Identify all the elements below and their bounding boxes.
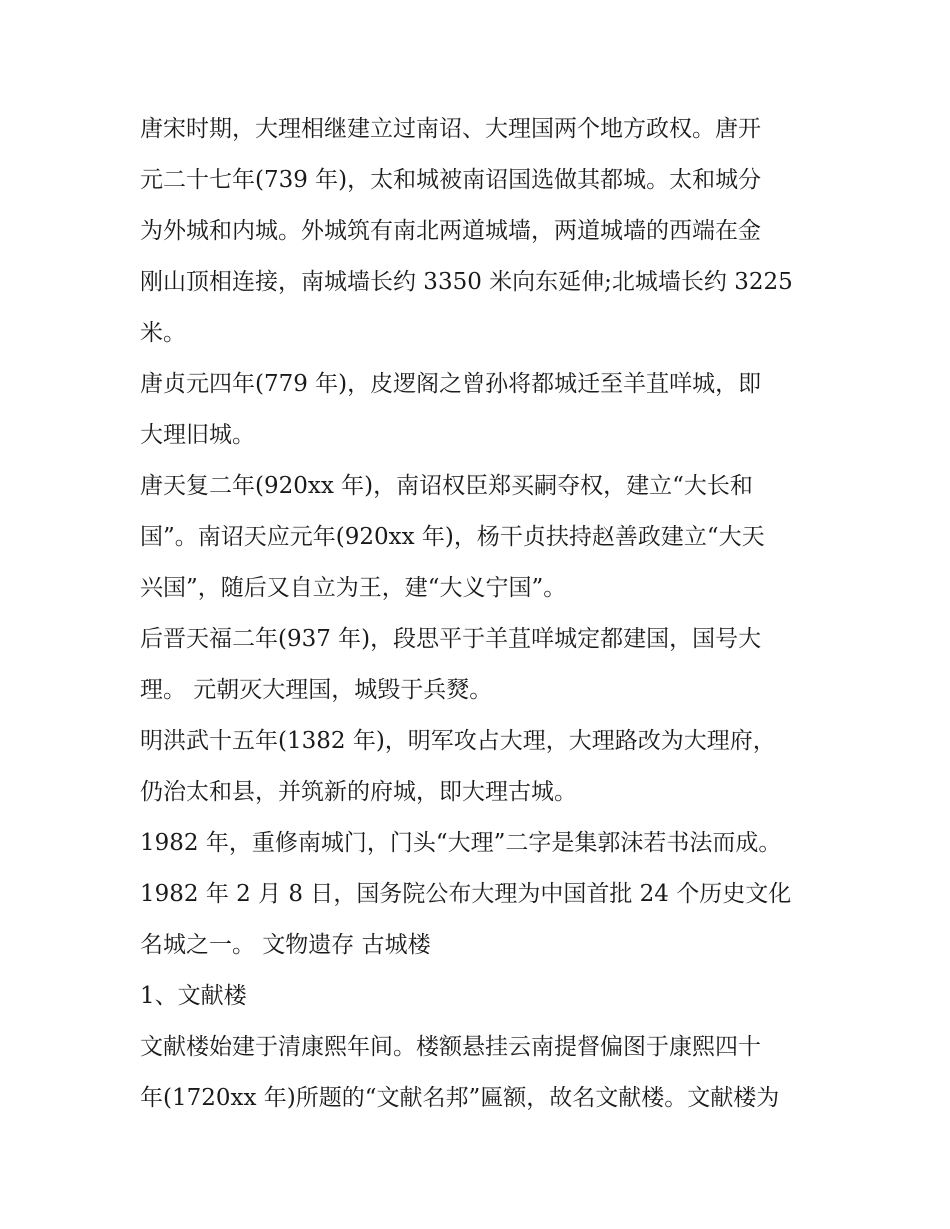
section-heading: 1、文献楼 [140, 983, 247, 1009]
text-line: 元二十七年(739 年)，太和城被南诏国选做其都城。太和城分 [140, 167, 762, 193]
text-line: 1982 年，重修南城门，门头“大理”二字是集郭沫若书法而成。 [140, 830, 782, 856]
text-line: 名城之一。 文物遗存 古城楼 [140, 932, 431, 958]
text-line: 唐贞元四年(779 年)，皮逻阁之曾孙将都城迁至羊苴咩城，即 [140, 371, 762, 397]
text-line: 年(1720xx 年)所题的“文献名邦”匾额，故名文献楼。文献楼为 [140, 1085, 780, 1111]
text-line: 仍治太和县，并筑新的府城，即大理古城。 [140, 779, 577, 805]
text-line: 理。 元朝灭大理国，城毁于兵燹。 [140, 677, 493, 703]
text-line: 为外城和内城。外城筑有南北两道城墙，两道城墙的西端在金 [140, 218, 761, 244]
text-line: 唐宋时期，大理相继建立过南诏、大理国两个地方政权。唐开 [140, 116, 761, 142]
text-line: 明洪武十五年(1382 年)，明军攻占大理，大理路改为大理府， [140, 728, 776, 754]
text-line: 大理旧城。 [140, 422, 255, 448]
text-line: 文献楼始建于清康熙年间。楼额悬挂云南提督偏图于康熙四十 [140, 1034, 761, 1060]
text-line: 唐天复二年(920xx 年)，南诏权臣郑买嗣夺权，建立“大长和 [140, 473, 753, 499]
text-line: 后晋天福二年(937 年)，段思平于羊苴咩城定都建国，国号大 [140, 626, 762, 652]
text-line: 刚山顶相连接，南城墙长约 3350 米向东延伸;北城墙长约 3225 [140, 269, 793, 295]
text-line: 兴国”，随后又自立为王，建“大义宁国”。 [140, 575, 567, 601]
text-line: 国”。南诏天应元年(920xx 年)，杨干贞扶持赵善政建立“大天 [140, 524, 765, 550]
text-line: 1982 年 2 月 8 日，国务院公布大理为中国首批 24 个历史文化 [140, 881, 792, 907]
document-body [140, 104, 820, 1124]
text-line: 米。 [140, 320, 186, 346]
